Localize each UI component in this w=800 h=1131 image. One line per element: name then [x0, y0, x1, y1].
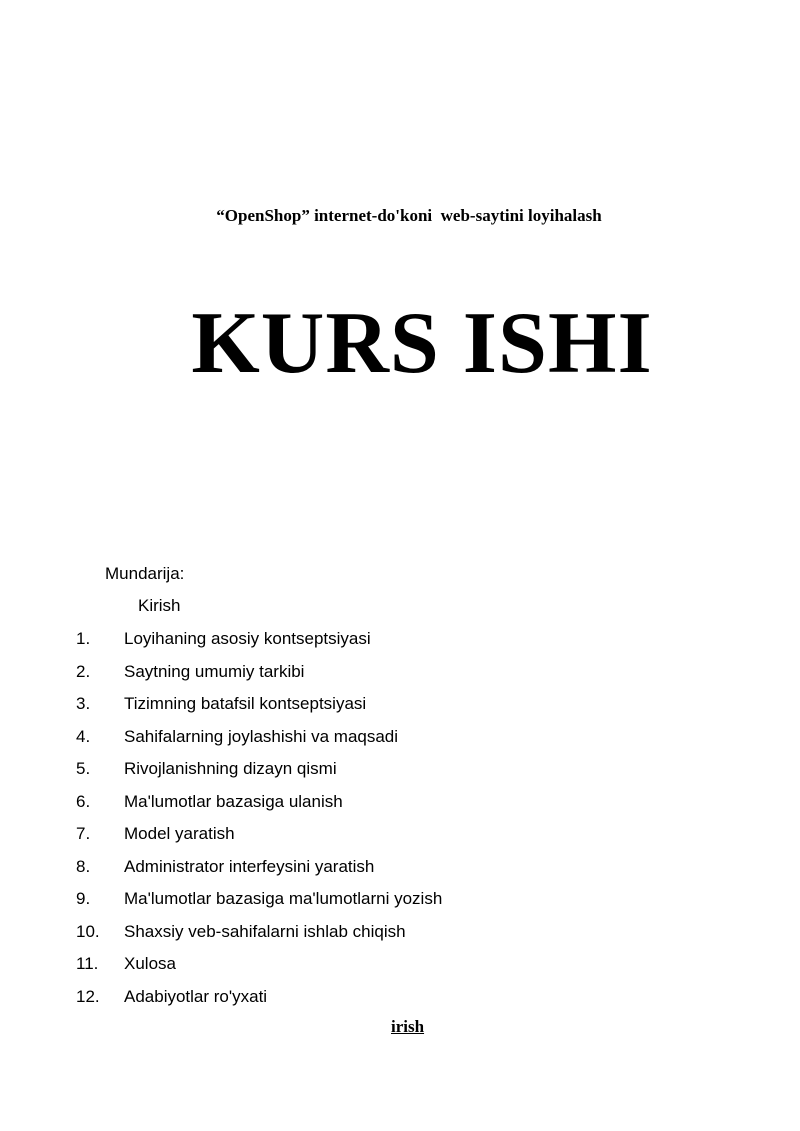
toc-item-number: 7. [76, 824, 91, 843]
toc-item-number: 9. [76, 889, 91, 908]
toc-item-label: Saytning umumiy tarkibi [124, 661, 305, 681]
toc-item-label: Adabiyotlar ro'yxati [124, 986, 268, 1006]
toc-item-label: Sahifalarning joylashishi va maqsadi [124, 726, 399, 746]
toc-item-label: Tizimning batafsil kontseptsiyasi [124, 694, 367, 713]
document-subtitle: “OpenShop” internet-do'koni web-saytini loyihalash [216, 206, 602, 225]
toc-heading: Mundarija: [105, 564, 185, 583]
toc-item-number: 8. [76, 856, 91, 876]
toc-item [0, 888, 800, 921]
toc-item-label: Ma'lumotlar bazasiga ulanish [124, 791, 343, 811]
toc-item-label: Shaxsiy veb-sahifalarni ishlab chiqish [124, 921, 406, 941]
toc-item-number: 5. [76, 759, 91, 778]
toc-item [0, 791, 800, 824]
toc-item-label: Rivojlanishning dizayn qismi [124, 759, 337, 778]
toc-item [0, 726, 800, 759]
toc-item-number: 6. [76, 791, 91, 811]
toc-item-label: Xulosa [124, 954, 176, 973]
toc-item [0, 628, 800, 661]
toc-item-number: 3. [76, 694, 91, 713]
toc-item-label: Loyihaning asosiy kontseptsiyasi [124, 629, 371, 648]
toc-item [0, 758, 800, 791]
toc-item-number: 11. [76, 954, 99, 973]
toc-item-number: 4. [76, 726, 91, 746]
toc-item [0, 823, 800, 856]
toc-intro-item: Kirish [138, 596, 181, 615]
toc-item-number: 1. [76, 629, 91, 648]
document-title: KURS ISHI [191, 295, 653, 392]
toc-item [0, 921, 800, 954]
toc-item [0, 953, 800, 986]
toc-item-label: Ma'lumotlar bazasiga ma'lumotlarni yozish [124, 889, 443, 908]
toc-item-label: Model yaratish [124, 824, 235, 843]
toc-item-number: 12. [76, 986, 100, 1006]
toc-item-number: 10. [76, 921, 100, 941]
table-of-contents [0, 628, 800, 1018]
toc-item [0, 856, 800, 889]
toc-item [0, 693, 800, 726]
toc-item-label: Administrator interfeysini yaratish [124, 856, 375, 876]
toc-item [0, 986, 800, 1019]
toc-item [0, 661, 800, 694]
toc-item-number: 2. [76, 661, 91, 681]
underlined-footer-text: irish [391, 1017, 425, 1036]
